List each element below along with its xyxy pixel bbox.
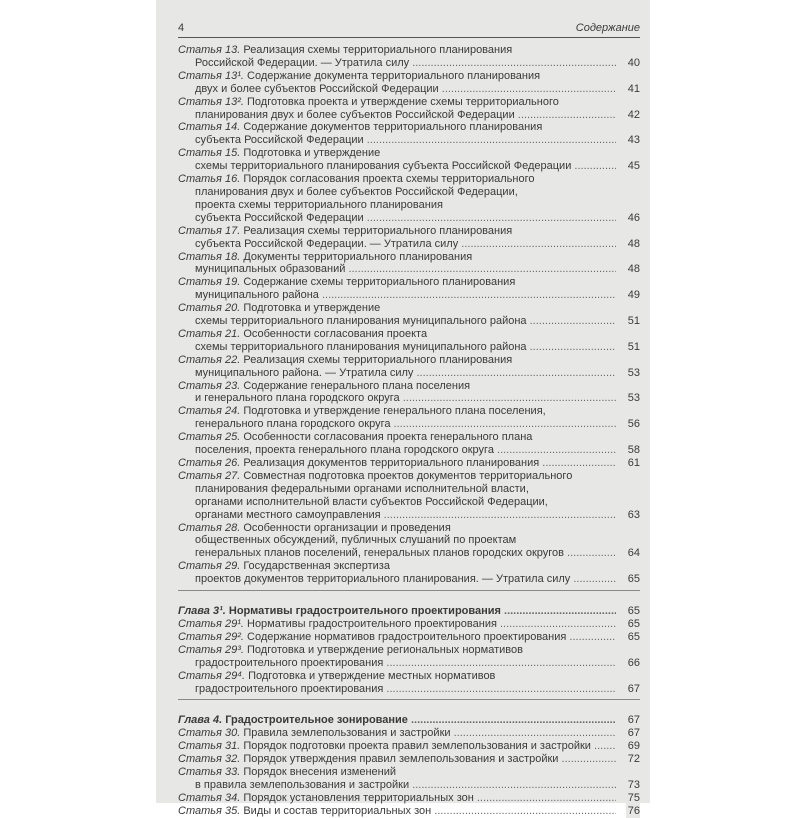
article-label: Статья 17. [178,224,241,237]
entry-title-line: Статья 15. Подготовка и утверждение [178,147,381,160]
entry-title-line: градостроительного проектирования ..... [178,657,616,670]
entry-title-line: в правила землепользования и застройки ..... [178,779,616,792]
entry-title-line: схемы территориального планирования муниципального района ..... [178,341,616,354]
entry-page-number: 73 [627,778,640,791]
entry-title-line: Статья 25. Особенности согласования проекта генерального плана [178,431,533,444]
article-label: Статья 28. [178,521,241,534]
entry-title-line: схемы территориального планирования муниципального района ..... [178,315,616,328]
article-label: Статья 16. [178,173,241,186]
toc-entry[interactable] [178,431,640,457]
entry-title-line: Статья 17. Реализация схемы территориального планирования [178,224,513,237]
article-label: Статья 29³. [178,643,244,656]
article-label: Статья 29². [178,630,244,643]
page-header [178,19,640,38]
article-label: Статья 13². [178,95,244,108]
toc-entry[interactable] [178,740,640,753]
entry-title-line: генеральных планов поселений, генеральных планов городских округов ..... [178,547,616,560]
entry-page-number: 66 [627,656,640,669]
table-of-contents [178,44,640,818]
chapter-label: Глава 3¹. [178,605,226,618]
entry-page-number: 61 [627,457,640,469]
entry-title-line: Статья 26. Реализация документов территориального планирования ..... [178,457,616,470]
entry-page-number: 42 [627,108,640,121]
toc-entry[interactable] [178,96,640,122]
entry-page-number: 46 [627,211,640,224]
entry-title-line: Статья 33. Порядок внесения изменений [178,766,397,779]
article-label: Статья 33. [178,766,241,779]
toc-entry[interactable] [178,470,640,522]
article-label: Статья 24. [178,405,241,418]
section-divider [178,699,640,700]
section-divider [178,590,640,591]
entry-title-line: Статья 32. Порядок утверждения правил землепользования и застройки ..... [178,753,616,766]
entry-page-number: 69 [627,740,640,753]
entry-page-number: 49 [627,289,640,302]
entry-title-line: органами местного самоуправления ..... [178,509,616,522]
entry-title-line: Статья 16. Порядок согласования проекта схемы территориального [178,173,535,186]
article-label: Статья 25. [178,431,241,444]
article-label: Статья 13¹. [178,69,244,82]
entry-title-line: Статья 20. Подготовка и утверждение [178,302,381,315]
page-number: 4 [178,22,185,34]
entry-page-number: 65 [627,630,640,643]
toc-entry[interactable] [178,522,640,561]
chapter-label: Глава 4. [178,714,223,727]
entry-title-line: Статья 13². Подготовка проекта и утверждение схемы территориального [178,95,559,108]
entry-title-line: двух и более субъектов Российской Федерации ..... [178,83,616,96]
article-label: Статья 21. [178,327,241,340]
toc-entry[interactable] [178,147,640,173]
entry-title-line: Статья 13¹. Содержание документа территориального планирования [178,69,541,82]
chapter-page-number: 65 [627,605,640,618]
entry-title-line: Статья 24. Подготовка и утверждение генерального плана поселения, [178,405,546,418]
entry-title-line: субъекта Российской Федерации. — Утратила силу ..... [178,238,616,251]
entry-page-number: 76 [627,804,640,817]
entry-title-line: Российской Федерации. — Утратила силу ..... [178,57,616,70]
toc-entry[interactable] [178,173,640,225]
entry-title-line: Статья 29². Содержание нормативов градостроительного проектирования ..... [178,631,616,644]
chapter-title: Нормативы градостроительного проектирования [225,605,501,618]
toc-entry[interactable] [178,727,640,740]
article-label: Статья 29¹. [178,617,244,630]
entry-page-number: 63 [627,508,640,521]
article-label: Статья 32. [178,753,241,766]
toc-entry[interactable] [178,766,640,792]
entry-page-number: 48 [627,237,640,250]
entry-page-number: 51 [627,340,640,353]
article-label: Статья 19. [178,276,241,289]
article-label: Статья 20. [178,302,241,315]
entry-page-number: 67 [627,727,640,740]
article-label: Статья 13. [178,44,241,56]
entry-page-number: 72 [627,753,640,766]
toc-entry[interactable] [178,631,640,644]
article-label: Статья 18. [178,250,241,263]
entry-page-number: 56 [627,418,640,431]
article-label: Статья 27. [178,469,241,482]
chapter-page-number: 67 [627,714,640,727]
entry-page-number: 40 [627,56,640,69]
entry-title-line: проекта схемы территориального планирования [195,198,443,211]
entry-title-line: субъекта Российской Федерации ..... [178,212,616,225]
toc-entry[interactable] [178,276,640,302]
entry-title-line: планирования двух и более субъектов Российской Федерации, [195,185,518,198]
entry-title-line: Статья 28. Особенности организации и проведения [178,521,451,534]
entry-page-number: 53 [627,366,640,379]
entry-title-line: генерального плана городского округа ..... [178,418,616,431]
entry-title-line: схемы территориального планирования субъекта Российской Федерации ..... [178,160,616,173]
entry-title-line: Статья 31. Порядок подготовки проекта правил землепользования и застройки ..... [178,740,616,753]
entry-title-line: Статья 27. Совместная подготовка проектов документов территориального [178,469,573,482]
entry-title-line: планирования двух и более субъектов Российской Федерации ..... [178,109,616,122]
toc-entry[interactable] [178,644,640,670]
toc-entry[interactable] [178,670,640,696]
entry-title-line: Статья 14. Содержание документов территориального планирования [178,121,543,134]
entry-page-number: 48 [627,263,640,276]
entry-title-line: Статья 22. Реализация схемы территориального планирования [178,353,513,366]
entry-page-number: 67 [627,682,640,695]
entry-title-line: градостроительного проектирования ..... [178,683,616,696]
toc-entry[interactable] [178,457,640,470]
entry-title-line: Статья 29⁴. Подготовка и утверждение местных нормативов [178,669,496,682]
entry-title-line: Статья 21. Особенности согласования проекта [178,327,428,340]
toc-entry[interactable] [178,405,640,431]
toc-entry[interactable] [178,328,640,354]
toc-entry[interactable] [178,354,640,380]
article-label: Статья 35. [178,804,241,817]
toc-entry[interactable] [178,380,640,406]
entry-title-line: муниципального района ..... [178,289,616,302]
article-label: Статья 14. [178,121,241,134]
article-label: Статья 15. [178,147,241,160]
entry-title-line: Статья 29. Государственная экспертиза [178,560,390,573]
entry-title-line: Статья 30. Правила землепользования и застройки ..... [178,727,616,740]
entry-title-line: планирования федеральными органами исполнительной власти, [195,482,529,495]
toc-entry[interactable] [178,225,640,251]
entry-title-line: Статья 29³. Подготовка и утверждение региональных нормативов [178,643,523,656]
article-label: Статья 29. [178,560,241,573]
entry-title-line: Статья 35. Виды и состав территориальных зон ..... [178,805,616,818]
article-label: Статья 30. [178,727,241,740]
entry-page-number: 43 [627,134,640,147]
toc-entry[interactable] [178,251,640,277]
entry-page-number: 65 [627,573,640,586]
entry-title-line: общественных обсуждений, публичных слушаний по проектам [195,534,517,547]
toc-entry[interactable] [178,44,640,70]
entry-title-line: Статья 23. Содержание генерального плана поселения [178,379,471,392]
entry-page-number: 75 [627,791,640,804]
entry-title-line: муниципальных образований ..... [178,263,616,276]
article-label: Статья 34. [178,791,241,804]
entry-title-line: поселения, проекта генерального плана городского округа ..... [178,444,616,457]
toc-entry[interactable] [178,753,640,766]
entry-title-line: органами исполнительной власти субъектов Российской Федерации, [195,495,548,508]
entry-title-line: муниципального района. — Утратила силу ..... [178,367,616,380]
entry-title-line: Статья 19. Содержание схемы территориального планирования [178,276,516,289]
entry-title-line: субъекта Российской Федерации ..... [178,134,616,147]
chapter-heading[interactable] [178,605,640,618]
toc-entry[interactable] [178,618,640,631]
entry-title-line: Статья 34. Порядок установления территориальных зон ..... [178,792,616,805]
toc-entry[interactable] [178,70,640,96]
entry-title-line: Статья 29¹. Нормативы градостроительного проектирования ..... [178,618,616,631]
entry-title-line: Статья 13. Реализация схемы территориального планирования [178,44,513,56]
article-label: Статья 22. [178,353,241,366]
entry-title-line: Статья 18. Документы территориального планирования [178,250,473,263]
entry-page-number: 51 [627,315,640,328]
chapter-heading[interactable] [178,714,640,727]
toc-entry[interactable] [178,302,640,328]
entry-title-line: и генерального плана городского округа ..... [178,392,616,405]
toc-entry[interactable] [178,805,640,818]
article-label: Статья 23. [178,379,241,392]
entry-page-number: 45 [627,160,640,173]
entry-title-line: проектов документов территориального планирования. — Утратила силу ..... [178,573,616,586]
entry-page-number: 58 [627,444,640,457]
chapter-title: Градостроительное зонирование [222,714,408,727]
article-label: Статья 31. [178,740,241,753]
entry-page-number: 64 [627,547,640,560]
article-label: Статья 26. [178,457,241,469]
entry-page-number: 53 [627,392,640,405]
section-title: Содержание [575,22,640,34]
article-label: Статья 29⁴. [178,669,246,682]
toc-entry[interactable] [178,121,640,147]
entry-page-number: 41 [627,82,640,95]
toc-entry[interactable] [178,560,640,586]
entry-page-number: 65 [627,617,640,630]
